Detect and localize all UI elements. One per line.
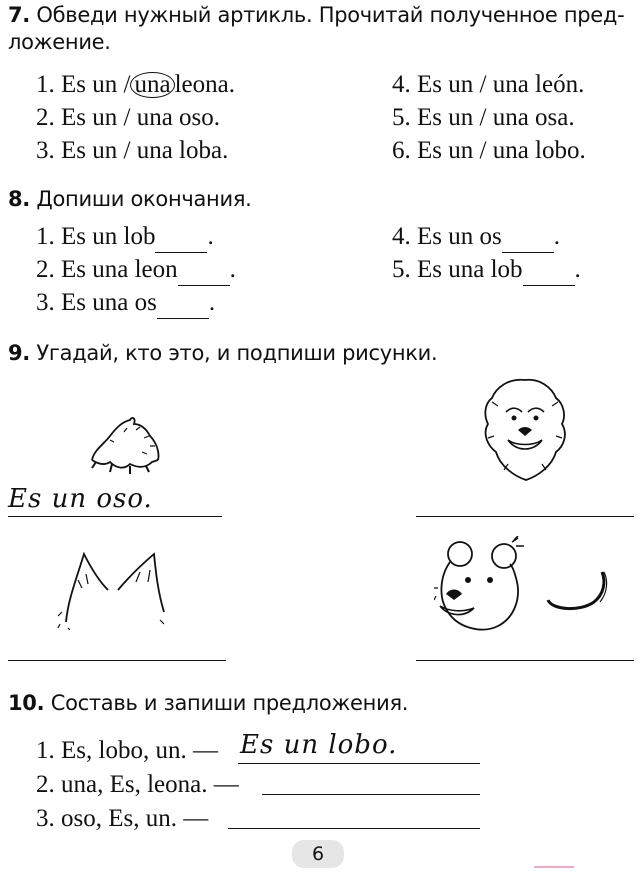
task8-item-5	[392, 255, 581, 286]
task8-item-2	[36, 255, 236, 286]
task7-item-1	[36, 70, 235, 100]
task9-heading	[8, 340, 437, 367]
bear-paw-picture	[80, 412, 170, 480]
task7-number: 7.	[8, 3, 30, 27]
item-stem: Es una os	[61, 289, 157, 316]
item-text: Es un / una lobo.	[417, 137, 586, 164]
answer-blank[interactable]	[178, 255, 230, 286]
item-number: 1.	[36, 71, 55, 98]
circled-article: una	[130, 72, 174, 98]
item-text: Es un / una león.	[417, 71, 585, 98]
task10-instruction: Составь и запиши предложения.	[50, 691, 409, 715]
item-number: 1.	[36, 223, 55, 250]
task9-instruction: Угадай, кто это, и подпиши рисунки.	[36, 341, 438, 365]
task10-number: 10.	[8, 691, 45, 715]
answer-line-7[interactable]	[228, 828, 480, 829]
task9-example-answer: Es un oso.	[8, 484, 153, 514]
item-stem: Es un lob	[61, 223, 156, 250]
item-number: 4.	[392, 223, 411, 250]
answer-blank[interactable]	[157, 288, 209, 319]
task8-heading	[8, 186, 252, 213]
item-number: 2.	[36, 771, 55, 798]
item-text: Es un / una loba.	[61, 137, 229, 164]
task10-heading	[8, 690, 408, 717]
task7-instruction-line2: ложение.	[8, 30, 111, 54]
task10-item-2	[36, 770, 239, 800]
task10-item-1	[36, 736, 218, 766]
item-number: 2.	[36, 256, 55, 283]
page-number: 6	[292, 840, 344, 868]
task8-instruction: Допиши окончания.	[36, 187, 252, 211]
task10-answer-1: Es un lobo.	[240, 730, 398, 760]
pink-mark	[534, 866, 574, 868]
task7-heading	[8, 2, 636, 56]
answer-line-2[interactable]	[416, 516, 634, 517]
item-number: 4.	[392, 71, 411, 98]
item-stem: Es una lob	[417, 256, 523, 283]
item-number: 5.	[392, 256, 411, 283]
item-text: Es un / una oso.	[61, 104, 221, 131]
item-text: oso, Es, un. —	[61, 805, 209, 832]
answer-line-1[interactable]	[8, 516, 222, 517]
answer-line-5[interactable]	[238, 763, 480, 764]
item-text: Es, lobo, un. —	[61, 737, 218, 764]
task8-item-3	[36, 288, 215, 319]
item-number: 6.	[392, 137, 411, 164]
item-stem: Es un os	[417, 223, 502, 250]
task7-item-3	[36, 136, 228, 166]
task7-item-2	[36, 103, 220, 133]
tail-picture	[544, 570, 610, 614]
task10-item-3	[36, 804, 208, 834]
item-number: 3.	[36, 805, 55, 832]
item-end: .	[207, 223, 214, 250]
lion-picture	[478, 376, 572, 484]
task7-item-6	[392, 136, 586, 166]
answer-line-4[interactable]	[416, 660, 634, 661]
task8-item-1	[36, 222, 214, 253]
task8-number: 8.	[8, 187, 30, 211]
item-number: 2.	[36, 104, 55, 131]
item-prefix: Es un /	[61, 71, 131, 98]
item-suffix: leona.	[174, 71, 235, 98]
task9-number: 9.	[8, 341, 30, 365]
item-end: .	[574, 256, 581, 283]
item-text: Es un / una osa.	[417, 104, 575, 131]
answer-blank[interactable]	[155, 222, 207, 253]
task7-item-5	[392, 103, 575, 133]
item-stem: Es una leon	[61, 256, 178, 283]
item-text: una, Es, leona. —	[61, 771, 239, 798]
item-end: .	[553, 223, 560, 250]
task7-item-4	[392, 70, 584, 100]
lioness-picture	[434, 536, 526, 636]
answer-blank[interactable]	[502, 222, 554, 253]
answer-line-6[interactable]	[262, 794, 480, 795]
wolf-ears-picture	[56, 550, 168, 630]
item-number: 5.	[392, 104, 411, 131]
item-end: .	[229, 256, 236, 283]
answer-line-3[interactable]	[8, 660, 226, 661]
item-number: 3.	[36, 289, 55, 316]
item-end: .	[208, 289, 216, 316]
item-number: 1.	[36, 737, 55, 764]
task7-instruction-line1: Обведи нужный артикль. Прочитай полученное пред-	[36, 3, 625, 27]
item-number: 3.	[36, 137, 55, 164]
task8-item-4	[392, 222, 560, 253]
answer-blank[interactable]	[523, 255, 575, 286]
